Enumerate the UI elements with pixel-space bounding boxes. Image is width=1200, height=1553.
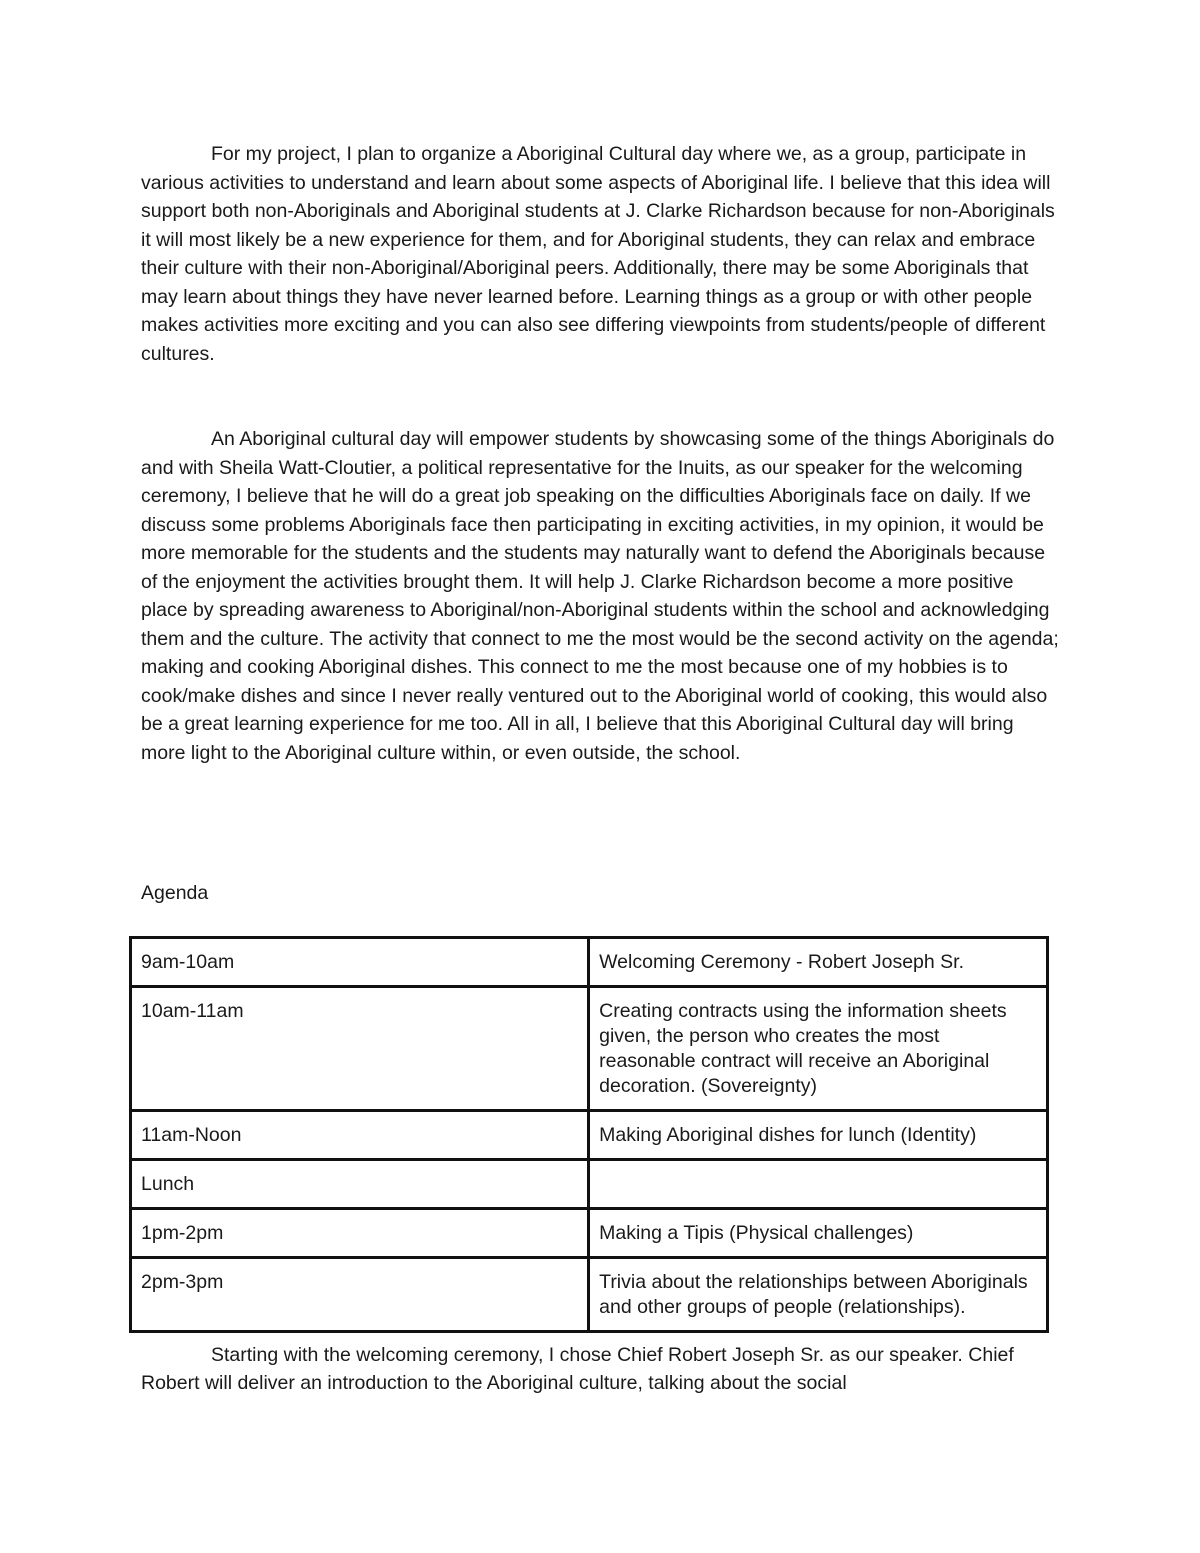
table-row — [131, 987, 1048, 1111]
agenda-activity-cell: Making Aboriginal dishes for lunch (Identity) — [589, 1111, 1048, 1160]
table-row — [131, 938, 1048, 987]
agenda-activity-cell: Making a Tipis (Physical challenges) — [589, 1209, 1048, 1258]
table-row — [131, 1258, 1048, 1332]
agenda-activity-cell: Creating contracts using the information sheets given, the person who creates the most reasonable contract will receive an Aboriginal decoration. (Sovereignty) — [589, 987, 1048, 1111]
agenda-activity-cell: Trivia about the relationships between Aboriginals and other groups of people (relationships). — [589, 1258, 1048, 1332]
agenda-time-cell: Lunch — [131, 1160, 589, 1209]
paragraph-empowerment: An Aboriginal cultural day will empower students by showcasing some of the things Aboriginals do and with Sheila Watt-Cloutier, a political representative for the Inuits, as our speaker for the welcoming ceremony, I believe that he will do a great job speaking on the difficulties Aboriginals face on daily. If we discuss some problems Aboriginals face then participating in exciting activities, in my opinion, it would be more memorable for the students and the students may naturally want to defend the Aboriginals because of the enjoyment the activities brought them. It will help J. Clarke Richardson become a more positive place by spreading awareness to Aboriginal/non-Aboriginal students within the school and acknowledging them and the culture. The activity that connect to me the most would be the second activity on the agenda; making and cooking Aboriginal dishes. This connect to me the most because one of my hobbies is to cook/make dishes and since I never really ventured out to the Aboriginal world of cooking, this would also be a great learning experience for me too. All in all, I believe that this Aboriginal Cultural day will bring more light to the Aboriginal culture within, or even outside, the school. — [141, 428, 1065, 764]
agenda-activity-cell: Welcoming Ceremony - Robert Joseph Sr. — [589, 938, 1048, 987]
agenda-time-cell: 10am-11am — [131, 987, 589, 1111]
paragraph-speaker: Starting with the welcoming ceremony, I chose Chief Robert Joseph Sr. as our speaker. Chief Robert will deliver an introduction to the Aboriginal culture, talking about the social — [141, 1344, 1020, 1394]
agenda-activity-cell — [589, 1160, 1048, 1209]
agenda-time-cell: 11am-Noon — [131, 1111, 589, 1160]
paragraph-intro: For my project, I plan to organize a Aboriginal Cultural day where we, as a group, participate in various activities to understand and learn about some aspects of Aboriginal life. I believe that this idea will support both non-Aboriginals and Aboriginal students at J. Clarke Richardson because for non-Aboriginals it will most likely be a new experience for them, and for Aboriginal students, they can relax and embrace their culture with their non-Aboriginal/Aboriginal peers. Additionally, there may be some Aboriginals that may learn about things they have never learned before. Learning things as a group or with other people makes activities more exciting and you can also see differing viewpoints from students/people of different cultures. — [141, 143, 1061, 365]
table-row — [131, 1111, 1048, 1160]
agenda-time-cell: 1pm-2pm — [131, 1209, 589, 1258]
agenda-time-cell: 9am-10am — [131, 938, 589, 987]
table-row — [131, 1209, 1048, 1258]
agenda-heading: Agenda — [141, 882, 209, 904]
agenda-time-cell: 2pm-3pm — [131, 1258, 589, 1332]
agenda-table — [129, 936, 1049, 1333]
table-row — [131, 1160, 1048, 1209]
